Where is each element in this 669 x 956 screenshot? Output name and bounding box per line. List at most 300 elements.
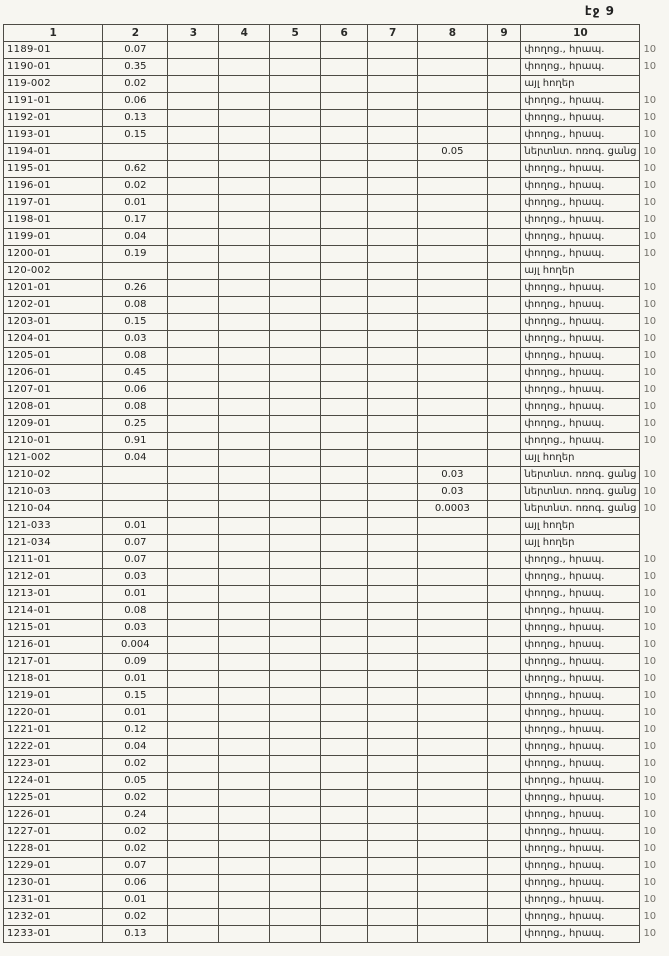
margin-note [640, 263, 669, 280]
cell-area-value: 0.07 [103, 552, 168, 569]
cell-col8-value [418, 807, 487, 824]
cell-land-use: փողոց., հրապ. [521, 280, 640, 297]
cell-col5 [270, 212, 321, 229]
cell-area-value: 0.13 [103, 110, 168, 127]
table-row [4, 671, 669, 688]
margin-note: 10 [643, 401, 657, 412]
cell-col4 [219, 484, 270, 501]
cell-col6 [321, 824, 368, 841]
cell-col8-value [418, 518, 487, 535]
margin-note: 10 [643, 384, 657, 395]
cell-col9 [487, 195, 521, 212]
cell-area-value: 0.02 [103, 76, 168, 93]
margin-note: 10 [643, 792, 657, 803]
cell-col4 [219, 263, 270, 280]
cell-col5 [270, 926, 321, 943]
cell-col6 [321, 416, 368, 433]
cell-land-use: փողոց., հրապ. [521, 603, 640, 620]
cell-col8-value [418, 433, 487, 450]
cell-land-use: փողոց., հրապ. [521, 365, 640, 382]
cell-area-value: 0.19 [103, 246, 168, 263]
cell-col9 [487, 688, 521, 705]
cell-col4 [219, 348, 270, 365]
cell-area-value: 0.08 [103, 297, 168, 314]
cell-col4 [219, 59, 270, 76]
table-row [4, 280, 669, 297]
table-row [4, 110, 669, 127]
cell-col8-value [418, 909, 487, 926]
cell-col7 [368, 59, 418, 76]
cell-col9 [487, 212, 521, 229]
cell-col4 [219, 331, 270, 348]
cell-col4 [219, 161, 270, 178]
cell-col4 [219, 76, 270, 93]
cell-col5 [270, 756, 321, 773]
cell-land-use: փողոց., հրապ. [521, 739, 640, 756]
margin-note: 10 [643, 129, 657, 140]
cell-col6 [321, 433, 368, 450]
cell-area-value: 0.03 [103, 331, 168, 348]
cell-col4 [219, 705, 270, 722]
cell-col8-value [418, 229, 487, 246]
cell-area-value: 0.06 [103, 875, 168, 892]
cell-area-value: 0.06 [103, 382, 168, 399]
cell-land-use: փողոց., հրապ. [521, 433, 640, 450]
cell-col9 [487, 620, 521, 637]
cell-col3 [168, 875, 219, 892]
table-row [4, 858, 669, 875]
cell-col7 [368, 569, 418, 586]
cell-col5 [270, 76, 321, 93]
table-row [4, 297, 669, 314]
cell-parcel-code: 1203-01 [4, 314, 103, 331]
table-row [4, 739, 669, 756]
cell-col3 [168, 552, 219, 569]
cell-col3 [168, 688, 219, 705]
cell-col8-value [418, 892, 487, 909]
cell-col9 [487, 824, 521, 841]
cell-col4 [219, 314, 270, 331]
cell-col4 [219, 467, 270, 484]
cell-land-use: ներտնտ. ոռոգ. ցանց [521, 467, 640, 484]
margin-note: 10 [643, 197, 657, 208]
cell-area-value: 0.07 [103, 535, 168, 552]
cell-col3 [168, 654, 219, 671]
cell-parcel-code: 1198-01 [4, 212, 103, 229]
cell-col8-value [418, 705, 487, 722]
cell-col6 [321, 76, 368, 93]
cell-col4 [219, 654, 270, 671]
cell-col7 [368, 807, 418, 824]
cell-parcel-code: 1221-01 [4, 722, 103, 739]
table-row [4, 824, 669, 841]
cell-col4 [219, 382, 270, 399]
margin-note: 10 [643, 61, 657, 72]
cell-parcel-code: 1220-01 [4, 705, 103, 722]
cell-col7 [368, 688, 418, 705]
cell-parcel-code: 121-034 [4, 535, 103, 552]
cell-col3 [168, 127, 219, 144]
cell-parcel-code: 1223-01 [4, 756, 103, 773]
cell-col7 [368, 178, 418, 195]
cell-area-value: 0.13 [103, 926, 168, 943]
cell-col8-value [418, 297, 487, 314]
header-col-6: 6 [321, 25, 368, 42]
cell-parcel-code: 1228-01 [4, 841, 103, 858]
cell-area-value: 0.08 [103, 603, 168, 620]
margin-note: 10 [643, 248, 657, 259]
cell-col4 [219, 909, 270, 926]
cell-col5 [270, 773, 321, 790]
cell-col7 [368, 416, 418, 433]
cell-col8-value [418, 535, 487, 552]
cell-area-value: 0.17 [103, 212, 168, 229]
cell-col3 [168, 297, 219, 314]
table-row [4, 450, 669, 467]
cell-col8-value [418, 586, 487, 603]
cell-col4 [219, 688, 270, 705]
cell-col9 [487, 365, 521, 382]
cell-col5 [270, 620, 321, 637]
cell-land-use: փողոց., հրապ. [521, 654, 640, 671]
cell-land-use: փողոց., հրապ. [521, 348, 640, 365]
cell-parcel-code: 1206-01 [4, 365, 103, 382]
cell-col5 [270, 518, 321, 535]
margin-note: 10 [643, 95, 657, 106]
margin-note: 10 [643, 809, 657, 820]
table-row [4, 518, 669, 535]
cell-col6 [321, 297, 368, 314]
cell-col9 [487, 144, 521, 161]
cell-col5 [270, 110, 321, 127]
cell-col6 [321, 246, 368, 263]
table-row [4, 722, 669, 739]
cell-col7 [368, 603, 418, 620]
table-row [4, 790, 669, 807]
margin-note: 10 [643, 333, 657, 344]
cell-col3 [168, 892, 219, 909]
cell-col9 [487, 637, 521, 654]
cell-col4 [219, 212, 270, 229]
cell-col3 [168, 467, 219, 484]
cell-parcel-code: 1233-01 [4, 926, 103, 943]
cell-parcel-code: 119-002 [4, 76, 103, 93]
cell-col6 [321, 841, 368, 858]
cell-col7 [368, 110, 418, 127]
margin-note: 10 [643, 299, 657, 310]
cell-col3 [168, 501, 219, 518]
cell-col9 [487, 518, 521, 535]
margin-note: 10 [643, 112, 657, 123]
cell-parcel-code: 1204-01 [4, 331, 103, 348]
cell-col9 [487, 42, 521, 59]
cell-parcel-code: 1224-01 [4, 773, 103, 790]
cell-col3 [168, 722, 219, 739]
cell-col4 [219, 501, 270, 518]
table-row [4, 603, 669, 620]
margin-note: 10 [643, 928, 657, 939]
cell-col8-value [418, 722, 487, 739]
cell-land-use: փողոց., հրապ. [521, 688, 640, 705]
cell-col3 [168, 433, 219, 450]
cell-col7 [368, 450, 418, 467]
cell-col4 [219, 637, 270, 654]
cell-col7 [368, 399, 418, 416]
cell-parcel-code: 121-002 [4, 450, 103, 467]
cell-land-use: փողոց., հրապ. [521, 705, 640, 722]
cell-col4 [219, 875, 270, 892]
cell-col7 [368, 909, 418, 926]
table-row [4, 212, 669, 229]
cell-land-use: փողոց., հրապ. [521, 773, 640, 790]
cell-col5 [270, 790, 321, 807]
cell-col4 [219, 790, 270, 807]
cell-col4 [219, 892, 270, 909]
cell-col7 [368, 433, 418, 450]
cell-col4 [219, 722, 270, 739]
cell-area-value: 0.004 [103, 637, 168, 654]
cell-col4 [219, 841, 270, 858]
cell-col6 [321, 705, 368, 722]
cell-col3 [168, 773, 219, 790]
cell-col5 [270, 569, 321, 586]
cell-parcel-code: 1210-04 [4, 501, 103, 518]
cell-col6 [321, 688, 368, 705]
margin-note: 10 [643, 469, 657, 480]
margin-note: 10 [643, 554, 657, 565]
margin-note: 10 [643, 639, 657, 650]
table-row [4, 535, 669, 552]
cell-col3 [168, 280, 219, 297]
margin-note: 10 [643, 367, 657, 378]
cell-col8-value [418, 875, 487, 892]
table-row [4, 926, 669, 943]
margin-note: 10 [643, 588, 657, 599]
cell-col3 [168, 229, 219, 246]
cell-land-use: փողոց., հրապ. [521, 246, 640, 263]
cell-col6 [321, 620, 368, 637]
cell-col9 [487, 926, 521, 943]
cell-col6 [321, 773, 368, 790]
cell-col9 [487, 756, 521, 773]
cell-col7 [368, 790, 418, 807]
cell-col4 [219, 416, 270, 433]
cell-col9 [487, 93, 521, 110]
table-row [4, 42, 669, 59]
cell-col9 [487, 110, 521, 127]
cell-area-value [103, 501, 168, 518]
cell-col3 [168, 59, 219, 76]
table-row [4, 331, 669, 348]
margin-note: 10 [643, 741, 657, 752]
cell-col6 [321, 654, 368, 671]
cell-col8-value [418, 178, 487, 195]
cell-col6 [321, 365, 368, 382]
cell-col8-value [418, 42, 487, 59]
cell-area-value: 0.02 [103, 841, 168, 858]
cell-parcel-code: 1210-02 [4, 467, 103, 484]
header-col-8: 8 [418, 25, 487, 42]
margin-note: 10 [643, 724, 657, 735]
margin-note: 10 [643, 758, 657, 769]
cell-land-use: փողոց., հրապ. [521, 909, 640, 926]
cell-land-use: փողոց., հրապ. [521, 569, 640, 586]
cell-parcel-code: 1222-01 [4, 739, 103, 756]
cell-col3 [168, 382, 219, 399]
cell-parcel-code: 1200-01 [4, 246, 103, 263]
cell-col6 [321, 229, 368, 246]
cell-col5 [270, 416, 321, 433]
cell-col3 [168, 637, 219, 654]
cell-col5 [270, 42, 321, 59]
cell-col9 [487, 654, 521, 671]
cell-col8-value [418, 314, 487, 331]
cell-col4 [219, 178, 270, 195]
table-row [4, 127, 669, 144]
cell-col5 [270, 93, 321, 110]
page-number-label: էջ 9 [584, 4, 615, 18]
margin-note: 10 [643, 418, 657, 429]
cell-col6 [321, 59, 368, 76]
cell-parcel-code: 1219-01 [4, 688, 103, 705]
cell-col8-value [418, 620, 487, 637]
table-row [4, 382, 669, 399]
cell-parcel-code: 120-002 [4, 263, 103, 280]
cell-parcel-code: 1195-01 [4, 161, 103, 178]
cell-col9 [487, 161, 521, 178]
table-row [4, 807, 669, 824]
cell-col6 [321, 807, 368, 824]
cell-col6 [321, 586, 368, 603]
cell-col6 [321, 144, 368, 161]
cell-col5 [270, 144, 321, 161]
cell-col5 [270, 348, 321, 365]
cell-col5 [270, 722, 321, 739]
cell-col9 [487, 331, 521, 348]
cell-col6 [321, 739, 368, 756]
cell-col4 [219, 144, 270, 161]
table-row [4, 144, 669, 161]
cell-col6 [321, 501, 368, 518]
cell-land-use: փողոց., հրապ. [521, 926, 640, 943]
cell-parcel-code: 1210-01 [4, 433, 103, 450]
cell-col3 [168, 365, 219, 382]
cell-col3 [168, 790, 219, 807]
cell-col6 [321, 671, 368, 688]
cell-parcel-code: 1216-01 [4, 637, 103, 654]
cell-land-use: այլ հողեր [521, 263, 640, 280]
cell-col7 [368, 195, 418, 212]
cell-col4 [219, 620, 270, 637]
cell-col5 [270, 688, 321, 705]
cell-area-value: 0.12 [103, 722, 168, 739]
margin-note: 10 [643, 656, 657, 667]
cell-area-value: 0.26 [103, 280, 168, 297]
cell-col3 [168, 348, 219, 365]
table-body [4, 42, 669, 943]
cell-col8-value [418, 926, 487, 943]
cell-col3 [168, 144, 219, 161]
cell-land-use: փողոց., հրապ. [521, 382, 640, 399]
margin-note: 10 [643, 316, 657, 327]
table-row [4, 416, 669, 433]
table-row [4, 705, 669, 722]
cell-col9 [487, 875, 521, 892]
cell-col8-value [418, 365, 487, 382]
table-row [4, 654, 669, 671]
table-header [4, 25, 669, 42]
cell-col5 [270, 501, 321, 518]
cell-col6 [321, 263, 368, 280]
cell-parcel-code: 1214-01 [4, 603, 103, 620]
cell-col6 [321, 212, 368, 229]
cell-col6 [321, 161, 368, 178]
cell-parcel-code: 1193-01 [4, 127, 103, 144]
cell-col7 [368, 382, 418, 399]
cell-col9 [487, 280, 521, 297]
table-row [4, 348, 669, 365]
cell-area-value: 0.04 [103, 229, 168, 246]
cell-col8-value [418, 569, 487, 586]
cell-col3 [168, 858, 219, 875]
cell-col6 [321, 314, 368, 331]
cell-land-use: փողոց., հրապ. [521, 314, 640, 331]
table-row [4, 433, 669, 450]
cell-area-value: 0.02 [103, 756, 168, 773]
cell-area-value: 0.02 [103, 178, 168, 195]
cell-col4 [219, 433, 270, 450]
cell-col5 [270, 603, 321, 620]
cell-col9 [487, 127, 521, 144]
cell-area-value: 0.62 [103, 161, 168, 178]
cell-col5 [270, 433, 321, 450]
cell-area-value: 0.03 [103, 620, 168, 637]
cell-area-value: 0.45 [103, 365, 168, 382]
cell-parcel-code: 1213-01 [4, 586, 103, 603]
margin-note: 10 [643, 486, 657, 497]
cell-col3 [168, 195, 219, 212]
table-row [4, 892, 669, 909]
cell-col3 [168, 807, 219, 824]
cell-parcel-code: 1211-01 [4, 552, 103, 569]
cell-col6 [321, 382, 368, 399]
cell-col9 [487, 790, 521, 807]
cell-col9 [487, 671, 521, 688]
margin-note: 10 [643, 231, 657, 242]
table-row [4, 229, 669, 246]
cell-col3 [168, 739, 219, 756]
cell-land-use: փողոց., հրապ. [521, 416, 640, 433]
cell-col7 [368, 518, 418, 535]
cell-col6 [321, 127, 368, 144]
cell-col5 [270, 450, 321, 467]
cell-col3 [168, 484, 219, 501]
cell-area-value: 0.02 [103, 824, 168, 841]
margin-note [640, 450, 669, 467]
margin-note: 10 [643, 503, 657, 514]
cell-col4 [219, 671, 270, 688]
cell-col8-value [418, 603, 487, 620]
header-col-5: 5 [270, 25, 321, 42]
cell-col8-value: 0.05 [418, 144, 487, 161]
cell-parcel-code: 1217-01 [4, 654, 103, 671]
cell-col5 [270, 280, 321, 297]
cell-col3 [168, 212, 219, 229]
cell-col8-value [418, 161, 487, 178]
margin-note: 10 [643, 826, 657, 837]
margin-note: 10 [643, 44, 657, 55]
cell-col5 [270, 178, 321, 195]
